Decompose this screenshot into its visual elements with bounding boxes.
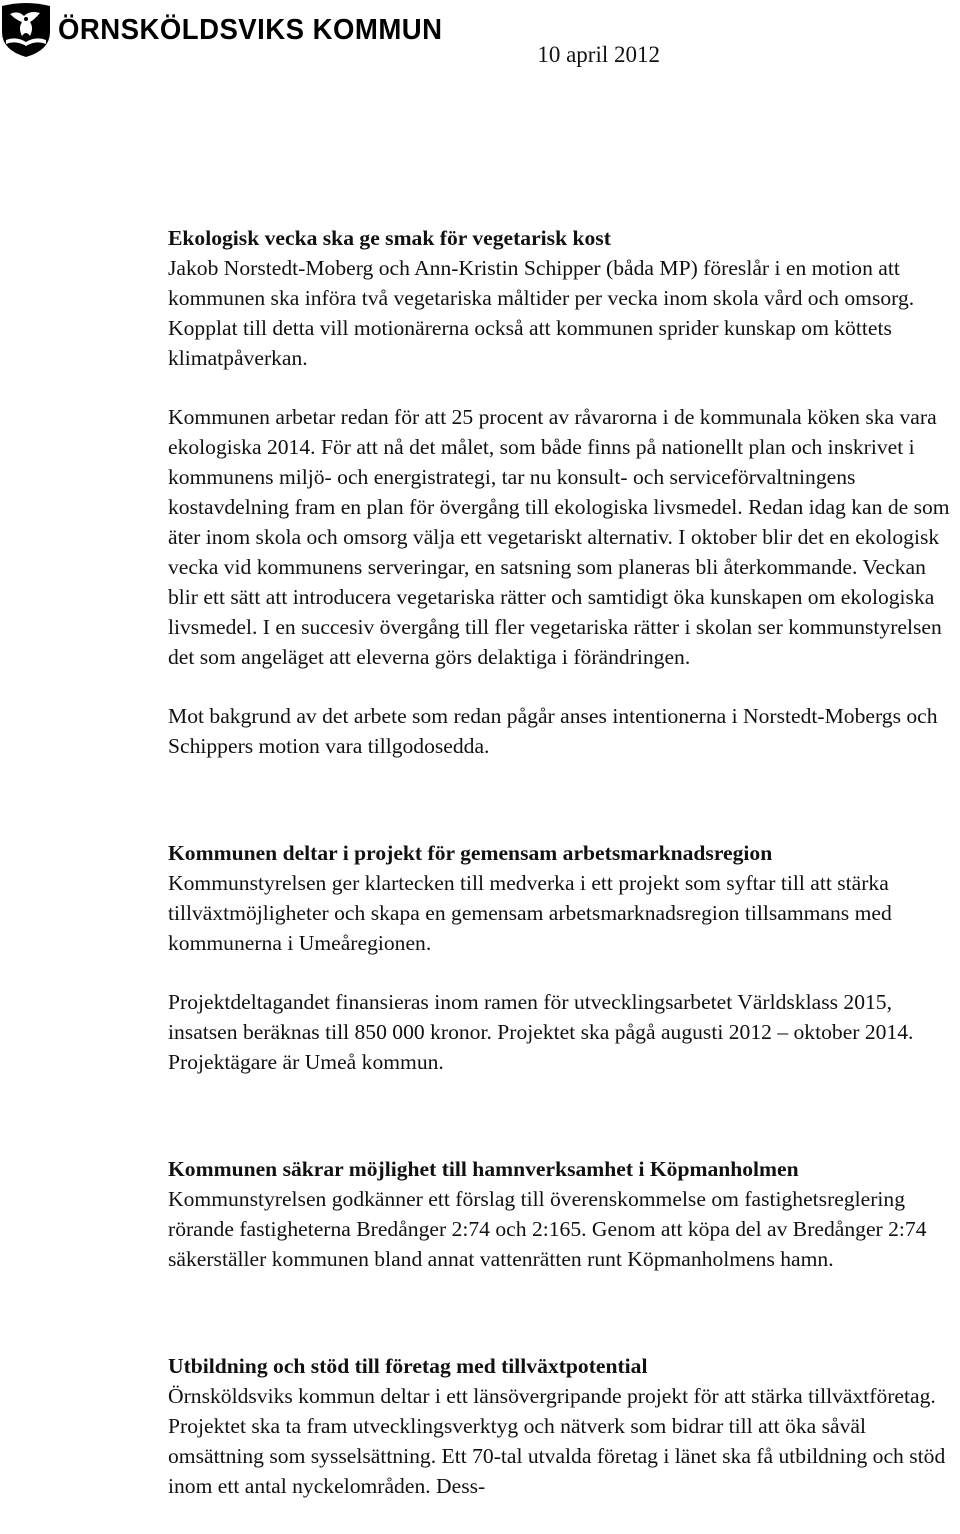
section-heading: Utbildning och stöd till företag med tillväxtpotential	[168, 1354, 648, 1378]
section-heading: Ekologisk vecka ska ge smak för vegetarisk kost	[168, 226, 611, 250]
paragraph: Kommunen arbetar redan för att 25 procent av råvarorna i de kommunala köken ska vara ekologiska 2014. För att nå det målet, som både finns på nationellt plan och inskrivet i kommunens miljö- och energistrategi, tar nu konsult- och serviceförvaltningens kostavdelning fram en plan för övergång till ekologiska livsmedel. Redan idag kan de som äter inom skola och omsorg välja ett vegetariskt alternativ. I oktober blir det en ekologisk vecka vid kommunens serveringar, en satsning som planeras bli återkommande. Veckan blir ett sätt att introducera vegetariska rätter och samtidigt öka kunskapen om ekologiska livsmedel. I en succesiv övergång till fler vegetariska rätter i skolan ser kommunstyrelsen det som angeläget att eleverna görs delaktiga i förändringen.	[168, 405, 950, 669]
paragraph: Jakob Norstedt-Moberg och Ann-Kristin Schipper (båda MP) föreslår i en motion att kommunen ska införa två vegetariska måltider per vecka inom skola vård och omsorg. Kopplat till detta vill motionärerna också att kommunen sprider kunskap om köttets klimatpåverkan.	[168, 256, 915, 370]
document-body	[168, 223, 958, 1501]
paragraph: Örnsköldsviks kommun deltar i ett länsövergripande projekt för att stärka tillväxtföretag. Projektet ska ta fram utvecklingsverktyg och nätverk som bidrar till att öka såväl omsättning som sysselsättning. Ett 70-tal utvalda företag i länet ska få utbildning och stöd inom ett antal nyckelområden. Dess-	[168, 1384, 946, 1498]
section-heading: Kommunen deltar i projekt för gemensam arbetsmarknadsregion	[168, 841, 773, 865]
org-name: ÖRNSKÖLDSVIKS KOMMUN	[58, 13, 443, 46]
paragraph: Kommunstyrelsen ger klartecken till medverka i ett projekt som syftar till att stärka tillväxtmöjligheter och skapa en gemensam arbetsmarknadsregion tillsammans med kommunerna i Umeåregionen.	[168, 871, 892, 955]
municipal-crest-icon	[0, 0, 52, 58]
news-section-ecological-week	[168, 223, 958, 761]
paragraph: Mot bakgrund av det arbete som redan pågår anses intentionerna i Norstedt-Mobergs och Schippers motion vara tillgodosedda.	[168, 704, 938, 758]
paragraph: Projektdeltagandet finansieras inom ramen för utvecklingsarbetet Världsklass 2015, insatsen beräknas till 850 000 kronor. Projektet ska pågå augusti 2012 – oktober 2014. Projektägare är Umeå kommun.	[168, 990, 914, 1074]
paragraph: Kommunstyrelsen godkänner ett förslag till överenskommelse om fastighetsreglering rörande fastigheterna Bredånger 2:74 och 2:165. Genom att köpa del av Bredånger 2:74 säkerställer kommunen bland annat vattenrätten runt Köpmanholmens hamn.	[168, 1187, 927, 1271]
news-section-harbour	[168, 1154, 958, 1274]
header-logo	[0, 0, 463, 58]
document-date: 10 april 2012	[537, 42, 660, 67]
news-section-labour-market-region	[168, 838, 958, 1077]
news-section-growth-companies	[168, 1351, 958, 1501]
section-heading: Kommunen säkrar möjlighet till hamnverksamhet i Köpmanholmen	[168, 1157, 799, 1181]
